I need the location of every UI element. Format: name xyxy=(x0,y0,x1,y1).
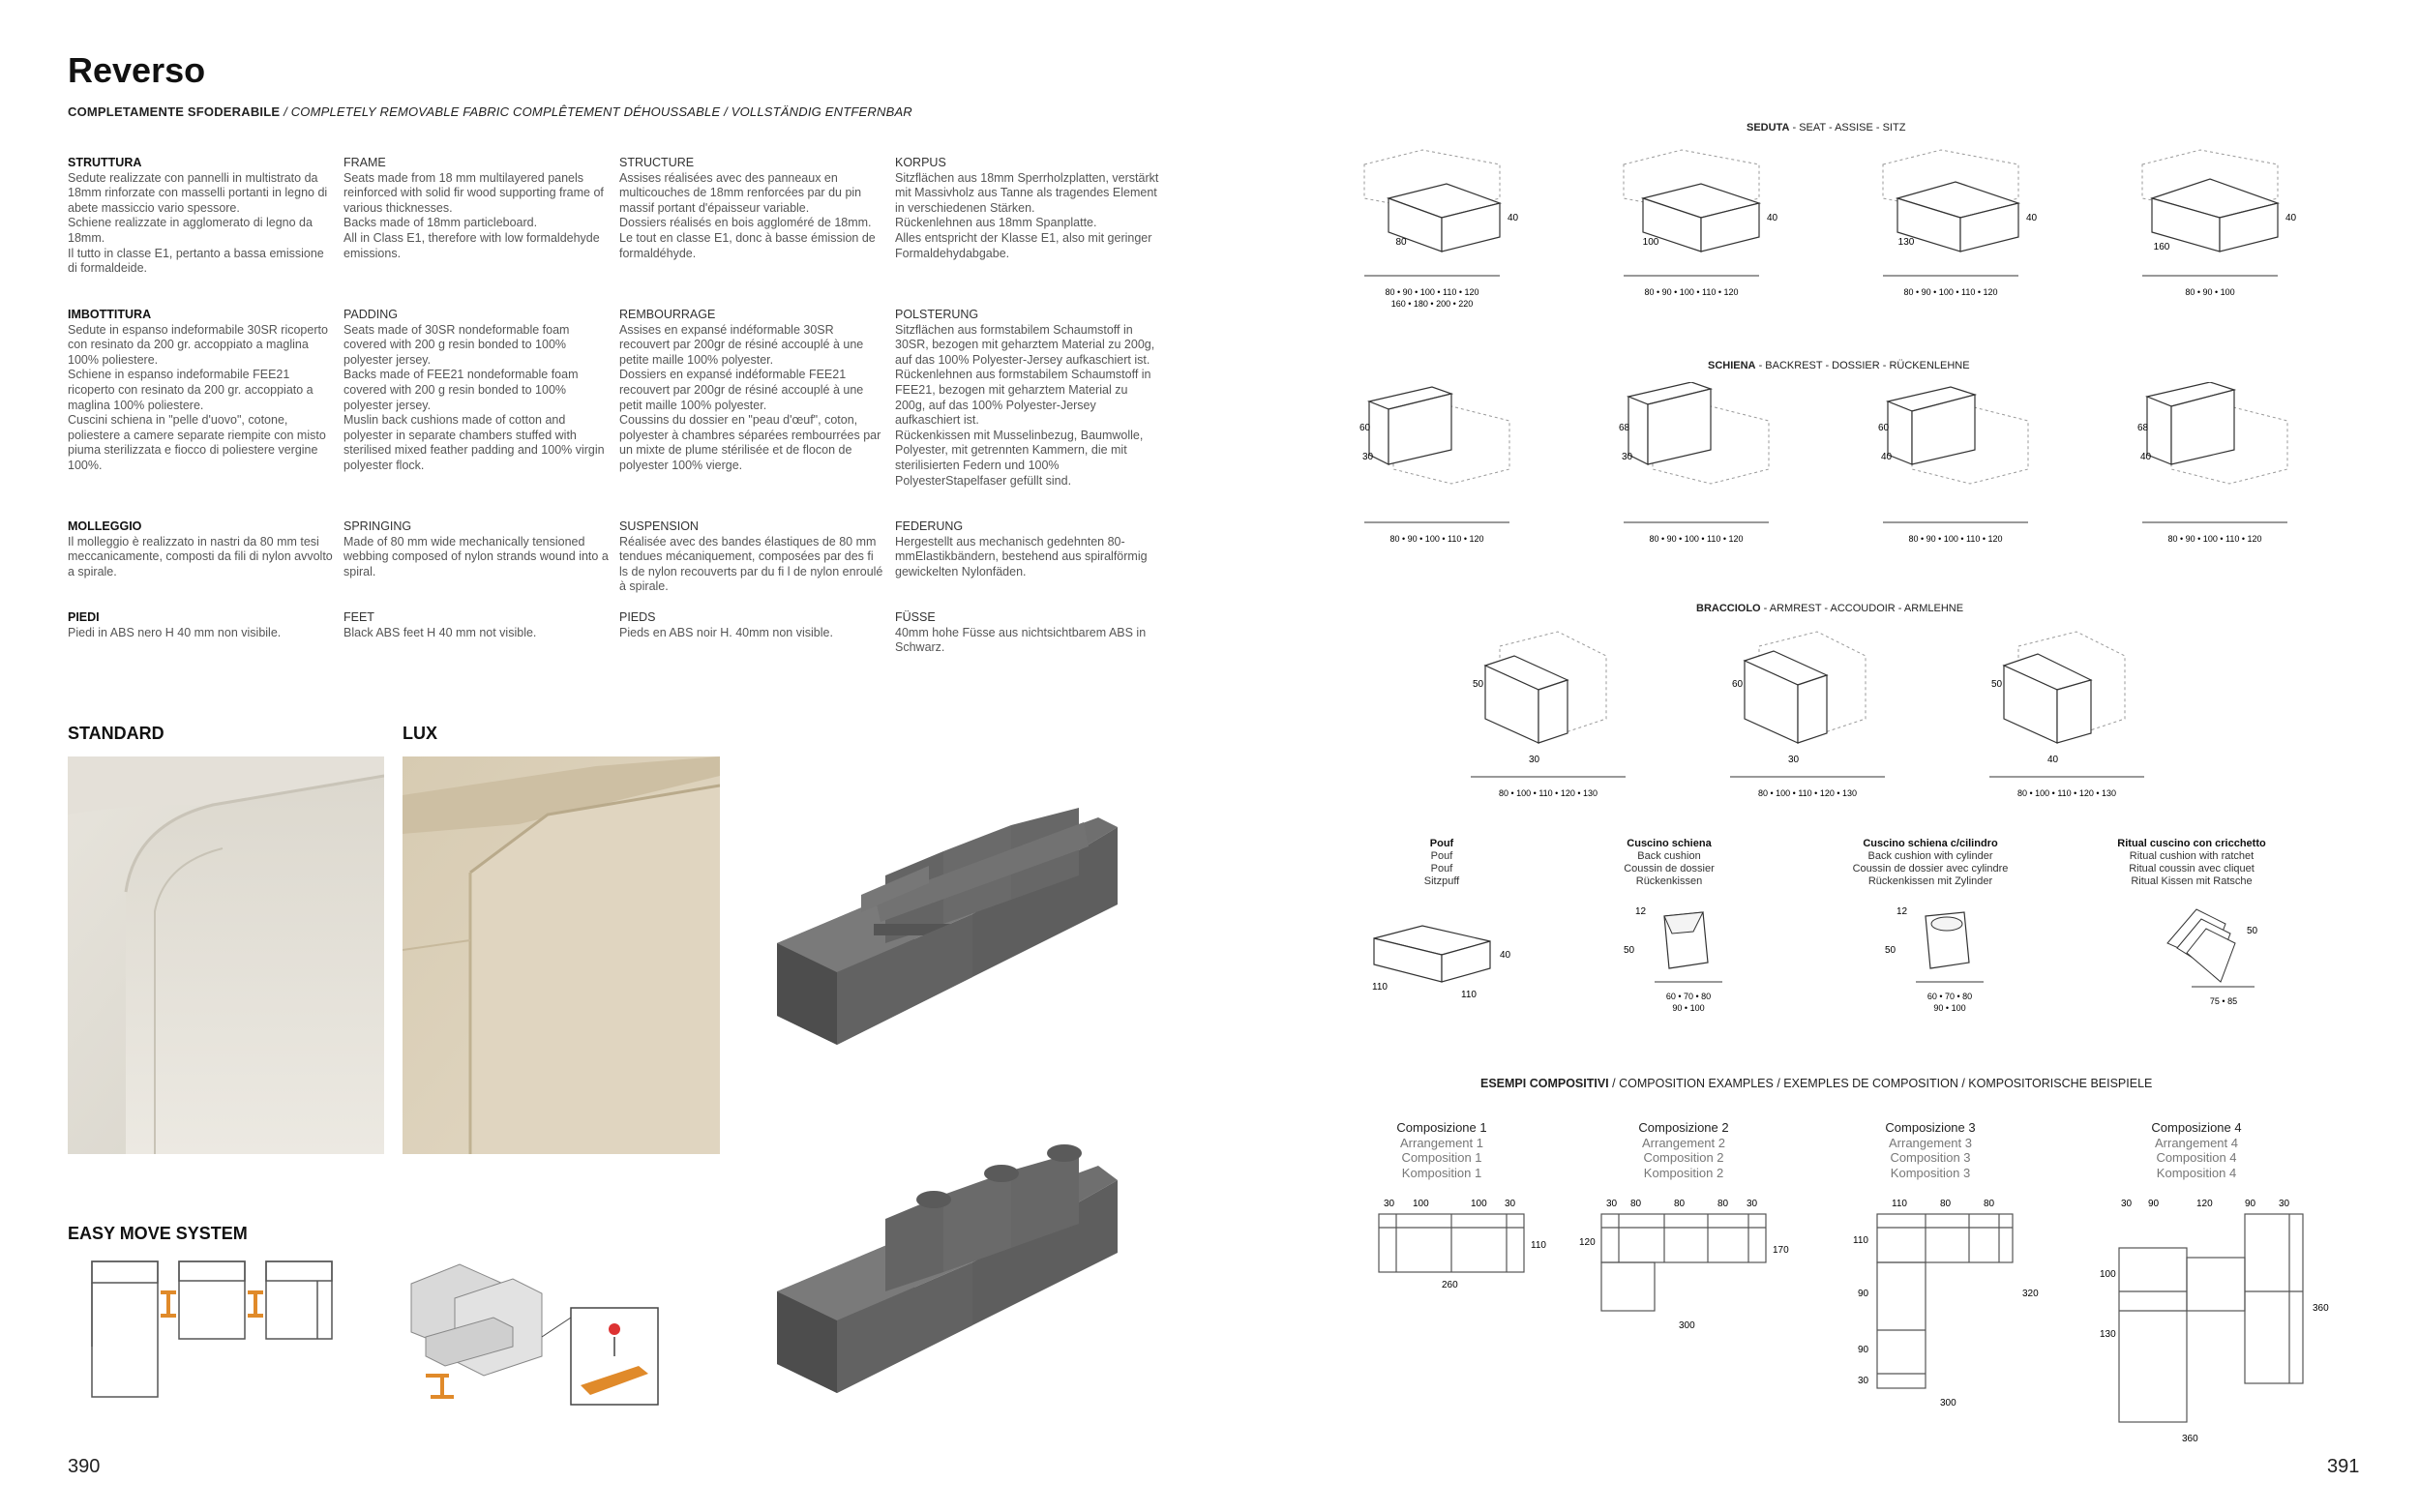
svg-text:80: 80 xyxy=(1674,1199,1686,1209)
svg-text:160: 160 xyxy=(2153,242,2170,252)
svg-text:30: 30 xyxy=(1529,755,1540,765)
svg-text:12: 12 xyxy=(1896,906,1908,917)
svg-text:40: 40 xyxy=(1767,213,1778,223)
svg-text:260: 260 xyxy=(1442,1280,1458,1290)
spec-feet-fr: PIEDS Pieds en ABS noir H. 40mm non visible. xyxy=(619,610,833,639)
svg-text:80 • 100 • 110 • 120 • 130: 80 • 100 • 110 • 120 • 130 xyxy=(1757,788,1858,798)
spec-feet-de: FÜSSE 40mm hohe Füsse aus nichtsichtbarem ABS in Schwarz. xyxy=(895,610,1147,655)
spec-col-it: STRUTTURA Sedute realizzate con pannelli in multistrato da 18mm rinforzate con masselli portanti in legno di abete massiccio vario spessore. Schiene realizzate in agglomerato di legno da 18mm. Il tutto in classe E1, pertanto a bassa emissione di formaldeide. xyxy=(68,156,328,276)
page-number-right: 391 xyxy=(2327,1456,2360,1477)
svg-text:40: 40 xyxy=(2285,213,2297,223)
spec-springing-it: MOLLEGGIO Il molleggio è realizzato in nastri da 80 mm tesi meccanicamente, composti da fili di nylon avvolto a spirale. xyxy=(68,519,333,578)
seat-modules xyxy=(1355,145,2342,324)
svg-text:40: 40 xyxy=(1500,950,1511,961)
spec-padding-it: IMBOTTITURA Sedute in espanso indeformabile 30SR ricoperto con resinato da 200 gr. accoppiato a maglina 100% poliestere. Schiene in espanso indeformabile FEE21 ricoperto con resinato da 200 gr. accoppiato a maglina 100% poliestere. Cuscini schiena in "pelle d'uovo", cotone, poliestere a camere separate riempite con misto piuma sterilizzata e fiocco di poliestere vergine 100%. xyxy=(68,308,328,472)
svg-text:80 • 90 • 100 • 110 • 120: 80 • 90 • 100 • 110 • 120 xyxy=(1389,534,1484,544)
easy-move-detail xyxy=(406,1260,668,1414)
svg-text:60: 60 xyxy=(1878,423,1890,433)
svg-text:80: 80 xyxy=(1630,1199,1642,1209)
svg-text:80 • 90 • 100 • 110 • 120: 80 • 90 • 100 • 110 • 120 xyxy=(1644,287,1739,297)
backrest-modules xyxy=(1355,382,2342,551)
standard-heading: STANDARD xyxy=(68,724,164,743)
svg-text:100: 100 xyxy=(1413,1199,1429,1209)
spec-padding-fr: REMBOURRAGE Assises en expansé indéformable 30SR recouvert par 200gr de résiné accouplé à une petite maille 100% polyester. Dossiers en expansé indéformable FEE21 recouvert par 200gr de résiné accouplé à une petit maille 100% polyester. Coussins du dossier en "peau d'œuf", coton, polyester à chambres séparées rembourrées par un mixte de plume stérilisée et de flocon de polyester 100% vierge. xyxy=(619,308,881,472)
svg-text:30: 30 xyxy=(1747,1199,1758,1209)
svg-text:100: 100 xyxy=(2100,1269,2116,1280)
svg-text:110: 110 xyxy=(1372,982,1388,993)
svg-text:90: 90 xyxy=(2148,1199,2160,1209)
svg-text:60 • 70 • 80: 60 • 70 • 80 xyxy=(1926,992,1973,1001)
svg-text:80: 80 xyxy=(1940,1199,1952,1209)
esempi-heading: ESEMPI COMPOSITIVI / COMPOSITION EXAMPLES / EXEMPLES DE COMPOSITION / KOMPOSITORISCHE BEISPIELE xyxy=(1480,1077,2153,1090)
spec-col-en: FRAME Seats made from 18 mm multilayered panels reinforced with solid fir wood supporting frame of various thicknesses. Backs made of 18mm particleboard. All in Class E1, therefore with low formaldehyde emissions. xyxy=(343,156,604,260)
svg-text:110: 110 xyxy=(1892,1199,1907,1209)
page-title: Reverso xyxy=(68,50,206,90)
svg-text:300: 300 xyxy=(1940,1398,1956,1408)
svg-text:80 • 90 • 100 • 110 • 120: 80 • 90 • 100 • 110 • 120 xyxy=(1908,534,2003,544)
svg-text:80: 80 xyxy=(1984,1199,1995,1209)
svg-text:40: 40 xyxy=(2026,213,2038,223)
svg-text:30: 30 xyxy=(1788,755,1800,765)
composition-3-label: Composizione 3 Arrangement 3 Composition 3 Komposition 3 xyxy=(1885,1120,1976,1180)
sofa-render-1 xyxy=(769,808,1176,1098)
spec-springing-en: SPRINGING Made of 80 mm wide mechanically tensioned webbing composed of nylon strands wound into a spiral. xyxy=(343,519,609,578)
composition-plans xyxy=(1364,1195,2342,1451)
subtitle: COMPLETAMENTE SFODERABILE / COMPLETELY REMOVABLE FABRIC COMPLÊTEMENT DÉHOUSSABLE / VOLLSTÄNDIG ENTFERNBAR xyxy=(68,104,912,119)
svg-text:30: 30 xyxy=(2121,1199,2133,1209)
svg-text:68: 68 xyxy=(2137,423,2149,433)
lux-heading: LUX xyxy=(403,724,437,743)
svg-text:30: 30 xyxy=(1362,452,1374,462)
page-number-left: 390 xyxy=(68,1456,101,1477)
svg-text:30: 30 xyxy=(1606,1199,1618,1209)
svg-text:90: 90 xyxy=(1858,1345,1869,1355)
svg-text:60 • 70 • 80: 60 • 70 • 80 xyxy=(1665,992,1712,1001)
svg-text:50: 50 xyxy=(1473,679,1484,690)
easy-move-heading: EASY MOVE SYSTEM xyxy=(68,1224,248,1243)
svg-text:110: 110 xyxy=(1531,1240,1546,1251)
svg-text:40: 40 xyxy=(1881,452,1893,462)
sofa-render-2 xyxy=(769,1127,1176,1466)
acc-cylinder-cushion-label: Cuscino schiena c/cilindro Back cushion with cylinder Coussin de dossier avec cylindre Rückenkissen mit Zylinder xyxy=(1852,838,2009,887)
svg-text:160 • 180 • 200 • 220: 160 • 180 • 200 • 220 xyxy=(1390,299,1474,309)
svg-text:50: 50 xyxy=(1991,679,2003,690)
svg-text:80 • 90 • 100 • 110 • 120: 80 • 90 • 100 • 110 • 120 xyxy=(1385,287,1479,297)
svg-text:130: 130 xyxy=(1897,237,1915,248)
composition-2-label: Composizione 2 Arrangement 2 Composition 2 Komposition 2 xyxy=(1638,1120,1729,1180)
spec-col-de: KORPUS Sitzflächen aus 18mm Sperrholzplatten, verstärkt mit Massivholz aus Tanne als tragendes Element in verschiedenen Stärken. Rückenlehnen aus 18mm Spanplatte. Alles entspricht der Klasse E1, also mit geringer Formaldehydabgabe. xyxy=(895,156,1159,260)
spec-feet-en: FEET Black ABS feet H 40 mm not visible. xyxy=(343,610,537,639)
svg-text:80 • 90 • 100 • 110 • 120: 80 • 90 • 100 • 110 • 120 xyxy=(2167,534,2262,544)
svg-text:80 • 90 • 100 • 110 • 120: 80 • 90 • 100 • 110 • 120 xyxy=(1903,287,1998,297)
svg-text:40: 40 xyxy=(2047,755,2059,765)
svg-text:75 • 85: 75 • 85 xyxy=(2209,996,2238,1006)
spec-feet-it: PIEDI Piedi in ABS nero H 40 mm non visibile. xyxy=(68,610,282,639)
svg-text:90 • 100: 90 • 100 xyxy=(1672,1003,1705,1013)
acc-ritual-cushion-label: Ritual cuscino con cricchetto Ritual cushion with ratchet Ritual coussin avec cliquet Ritual Kissen mit Ratsche xyxy=(2117,838,2266,887)
svg-text:68: 68 xyxy=(1619,423,1630,433)
svg-text:50: 50 xyxy=(2247,926,2258,936)
svg-text:60: 60 xyxy=(1359,423,1371,433)
composition-4-label: Composizione 4 Arrangement 4 Composition 4 Komposition 4 xyxy=(2151,1120,2242,1180)
svg-text:360: 360 xyxy=(2182,1434,2198,1444)
svg-text:30: 30 xyxy=(1505,1199,1516,1209)
armrest-modules xyxy=(1461,627,2235,806)
composition-1-label: Composizione 1 Arrangement 1 Composition 1 Komposition 1 xyxy=(1396,1120,1487,1180)
svg-text:300: 300 xyxy=(1679,1320,1695,1331)
svg-text:80 • 90 • 100: 80 • 90 • 100 xyxy=(2185,287,2235,297)
svg-text:12: 12 xyxy=(1635,906,1647,917)
svg-text:90: 90 xyxy=(2245,1199,2256,1209)
svg-text:80: 80 xyxy=(1717,1199,1729,1209)
acc-pouf-label: Pouf Pouf Pouf Sitzpuff xyxy=(1423,838,1460,887)
spec-springing-de: FEDERUNG Hergestellt aus mechanisch gedehnten 80-mmElastikbändern, bestehend aus spiralförmig gewickelten Nylonfäden. xyxy=(895,519,1148,578)
svg-text:80 • 100 • 110 • 120 • 130: 80 • 100 • 110 • 120 • 130 xyxy=(1498,788,1598,798)
svg-text:100: 100 xyxy=(1471,1199,1487,1209)
svg-text:30: 30 xyxy=(1858,1376,1869,1386)
svg-text:110: 110 xyxy=(1461,990,1477,1000)
svg-text:50: 50 xyxy=(1624,945,1635,956)
svg-text:80 • 90 • 100 • 110 • 120: 80 • 90 • 100 • 110 • 120 xyxy=(1649,534,1744,544)
svg-text:30: 30 xyxy=(1384,1199,1395,1209)
standard-fabric-photo xyxy=(68,756,384,1154)
schiena-heading: SCHIENA - BACKREST - DOSSIER - RÜCKENLEHNE xyxy=(1708,360,1970,371)
spec-padding-de: POLSTERUNG Sitzflächen aus formstabilem Schaumstoff in 30SR, bezogen mit geharztem Material zu 200g, auf das 100% Polyester-Jersey aufkaschiert ist. Rückenlehnen aus formstabilem Schaumstoff in FEE21, bezogen mit geharztem Material zu 200g, auf das 100% Polyester-Jersey aufkaschiert ist. Rückenkissen mit Musselinbezug, Baumwolle, Polyester, mit getrennten Kammern, die mit sterilisierten Federn und 100% PolyesterStapelfaser gefüllt sind. xyxy=(895,308,1155,488)
svg-text:30: 30 xyxy=(1622,452,1633,462)
svg-text:90: 90 xyxy=(1858,1289,1869,1299)
svg-text:320: 320 xyxy=(2022,1289,2039,1299)
acc-back-cushion-label: Cuscino schiena Back cushion Coussin de dossier Rückenkissen xyxy=(1624,838,1715,887)
svg-text:60: 60 xyxy=(1732,679,1744,690)
accessory-drawings xyxy=(1364,904,2313,1040)
lux-fabric-photo xyxy=(403,756,720,1154)
svg-text:50: 50 xyxy=(1885,945,1896,956)
svg-text:170: 170 xyxy=(1773,1245,1789,1256)
svg-text:90 • 100: 90 • 100 xyxy=(1933,1003,1966,1013)
spec-springing-fr: SUSPENSION Réalisée avec des bandes élastiques de 80 mm tendues mécaniquement, composées par des fi ls de nylon recouverts par du fi l de nylon enroulé à spirale. xyxy=(619,519,883,594)
spec-padding-en: PADDING Seats made of 30SR nondeformable foam covered with 200 g resin bonded to 100% polyester jersey. Backs made of FEE21 nondeformable foam covered with 200 g resin bonded to 100% polyester jersey. Muslin back cushions made of cotton and polyester in separate chambers stuffed with sterilised mixed feather padding and 100% virgin polyester flock. xyxy=(343,308,605,472)
easy-move-diagram xyxy=(68,1260,358,1403)
svg-text:40: 40 xyxy=(1508,213,1519,223)
svg-text:80: 80 xyxy=(1395,237,1407,248)
svg-text:110: 110 xyxy=(1853,1235,1868,1246)
svg-text:120: 120 xyxy=(2196,1199,2213,1209)
seduta-heading: SEDUTA - SEAT - ASSISE - SITZ xyxy=(1747,122,1906,133)
svg-text:30: 30 xyxy=(2279,1199,2290,1209)
svg-text:80 • 100 • 110 • 120 • 130: 80 • 100 • 110 • 120 • 130 xyxy=(2016,788,2117,798)
svg-text:120: 120 xyxy=(1579,1237,1596,1248)
svg-text:360: 360 xyxy=(2313,1303,2329,1314)
bracciolo-heading: BRACCIOLO - ARMREST - ACCOUDOIR - ARMLEHNE xyxy=(1696,603,1964,614)
svg-text:100: 100 xyxy=(1642,237,1659,248)
svg-text:40: 40 xyxy=(2140,452,2152,462)
svg-text:130: 130 xyxy=(2100,1329,2116,1340)
spec-col-fr: STRUCTURE Assises réalisées avec des panneaux en multicouches de 18mm renforcées par du pin massif portant d'épaisseur variable. Dossiers réalisés en bois aggloméré de 18mm. Le tout en classe E1, donc à basse émission de formaldéhyde. xyxy=(619,156,876,260)
